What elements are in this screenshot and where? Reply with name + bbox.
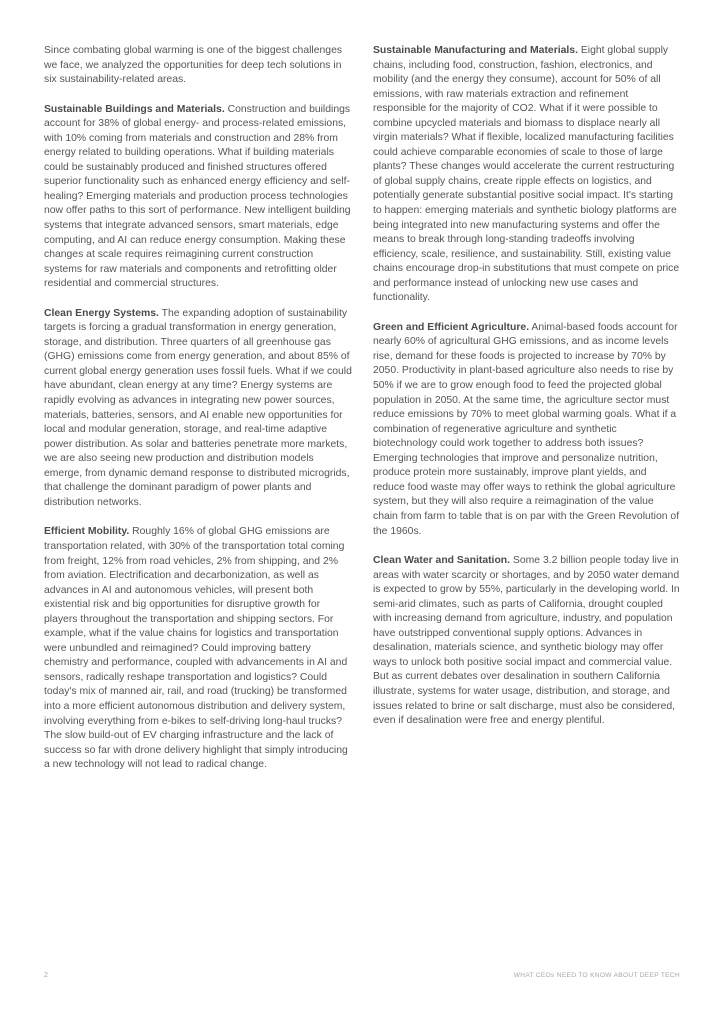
- section-heading: Green and Efficient Agriculture.: [373, 321, 530, 333]
- right-column: [373, 44, 681, 744]
- section-body: Some 3.2 billion people today live in areas with water scarcity or shortages, and by 2050 water demand is expected to grow by 55%, particularly in the developing world. In semi-arid climates, such as parts of California, drought coupled with increasing demand from agriculture, industry, and population have outstripped conventional supply options. Advances in desalination, materials science, and synthetic biology may offer ways to unlock both positive social impact and commercial value. But as current debates over desalination in southern California illustrate, systems for water usage, distribution, and storage, and issues related to brine or salt discharge, must also be considered, even if desalination were free and energy plentiful.: [373, 555, 680, 727]
- section-efficient-mobility: [44, 525, 352, 772]
- section-clean-energy: [44, 307, 352, 511]
- intro-text: Since combating global warming is one of the biggest challenges we face, we analyzed the opportunities for deep tech solutions in six sustainability-related areas.: [44, 45, 343, 86]
- section-green-agriculture: [373, 321, 681, 539]
- section-body: The expanding adoption of sustainability targets is forcing a gradual transformation in energy generation, storage, and distribution. Three quarters of all greenhouse gas (GHG) emissions come from energy generation, and about 85% of current global energy generation uses fossil fuels. What if we could have abundant, clean energy at any time? Energy systems are rapidly evolving as advances in integrating new power sources, materials, batteries, sensors, and AI enable new opportunities for local and modular generation, storage, and real-time adaptive power distribution. As solar and batteries penetrate more markets, we are also seeing new production and distribution models emerge, from dynamic demand response to distributed microgrids, that challenge the dominant paradigm of power plants and distribution networks.: [44, 307, 352, 508]
- page-number: 2: [44, 972, 48, 979]
- section-sustainable-buildings: [44, 103, 352, 292]
- section-body: Construction and buildings account for 38% of global energy- and process-related emissions, with 10% coming from materials and construction and 28% from energy related to building operations. What if building materials could be sustainably produced and finished structures offered superior functionality such as enhanced energy efficiency and self-healing? Emerging materials and production process technologies now offer paths to this sort of performance. New intelligent building systems that integrate advanced sensors, smart materials, edge computing, and AI can reduce energy consumption. Making these changes at scale requires reimagining current construction systems for raw materials and components and retrofitting older residential and commercial structures.: [44, 103, 351, 290]
- section-body: Eight global supply chains, including food, construction, fashion, electronics, and mobility (and the energy they consume), account for 50% of all emissions, with raw materials extraction and refinement responsible for the majority of CO2. What if it were possible to combine upcycled materials and biomass to displace nearly all virgin materials? What if flexible, localized manufacturing facilities could achieve comparable economies of scale to those of large plants? These changes would accelerate the current restructuring of global supply chains, create ripple effects on logistics, and potentially generate substantial positive social impact. It's starting to happen: emerging materials and synthetic biology platforms are being integrated into new manufacturing systems and offer the means to break through long-standing tradeoffs involving efficiency, scale, resilience, and sustainability. Still, existing value chains encourage drop-in substitutions that must compete on price and performance instead of unlocking new use cases and functionality.: [373, 45, 680, 304]
- section-heading: Clean Energy Systems.: [44, 307, 159, 319]
- running-title: WHAT CEOs NEED TO KNOW ABOUT DEEP TECH: [513, 972, 680, 979]
- section-heading: Sustainable Manufacturing and Materials.: [373, 45, 578, 56]
- section-clean-water: [373, 554, 681, 729]
- section-body: Animal-based foods account for nearly 60% of agricultural GHG emissions, and as income levels rise, demand for these foods is projected to increase by 70% by 2050. Productivity in plant-based agriculture also needs to rise by 50% if we are to grow enough food to feed the projected global population in 2050. At the same time, the agriculture sector must reduce emissions by 70% to meet global warming goals. What if a combination of regenerative agriculture and synthetic biotechnology could work together to address both issues? Emerging technologies that improve and personalize nutrition, produce protein more sustainably, improve plant yields, and reduce food waste may offer ways to rethink the global agriculture system, but they will also require a reimagination of the value chain from farm to table that is on par with the Green Revolution of the 1960s.: [373, 321, 680, 537]
- section-sustainable-manufacturing: [373, 44, 681, 306]
- intro-paragraph: [44, 44, 352, 88]
- left-column: [44, 44, 352, 788]
- section-heading: Sustainable Buildings and Materials.: [44, 103, 225, 115]
- section-body: Roughly 16% of global GHG emissions are transportation related, with 30% of the transportation total coming from freight, 12% from road vehicles, 2% from shipping, and 2% from aviation. Electrification and decarbonization, as well as advances in AI and autonomous vehicles, will present both existential risk and big opportunities for disruptive growth for players throughout the transportation and shipping sectors. For example, what if the value chains for logistics and transportation were unbundled and reimagined? Could improving battery chemistry and performance, coupled with advancements in AI and sensors, radically reshape transportation and logistics? Could today's mix of manned air, rail, and road (trucking) be transformed into a more efficient autonomous distribution and delivery system, involving everything from e-bikes to self-driving long-haul trucks? The slow build-out of EV charging infrastructure and the lack of success so far with drone delivery highlight that simply introducing a new technology will not lead to radical change.: [44, 526, 348, 771]
- section-heading: Efficient Mobility.: [44, 526, 130, 538]
- section-heading: Clean Water and Sanitation.: [373, 555, 511, 567]
